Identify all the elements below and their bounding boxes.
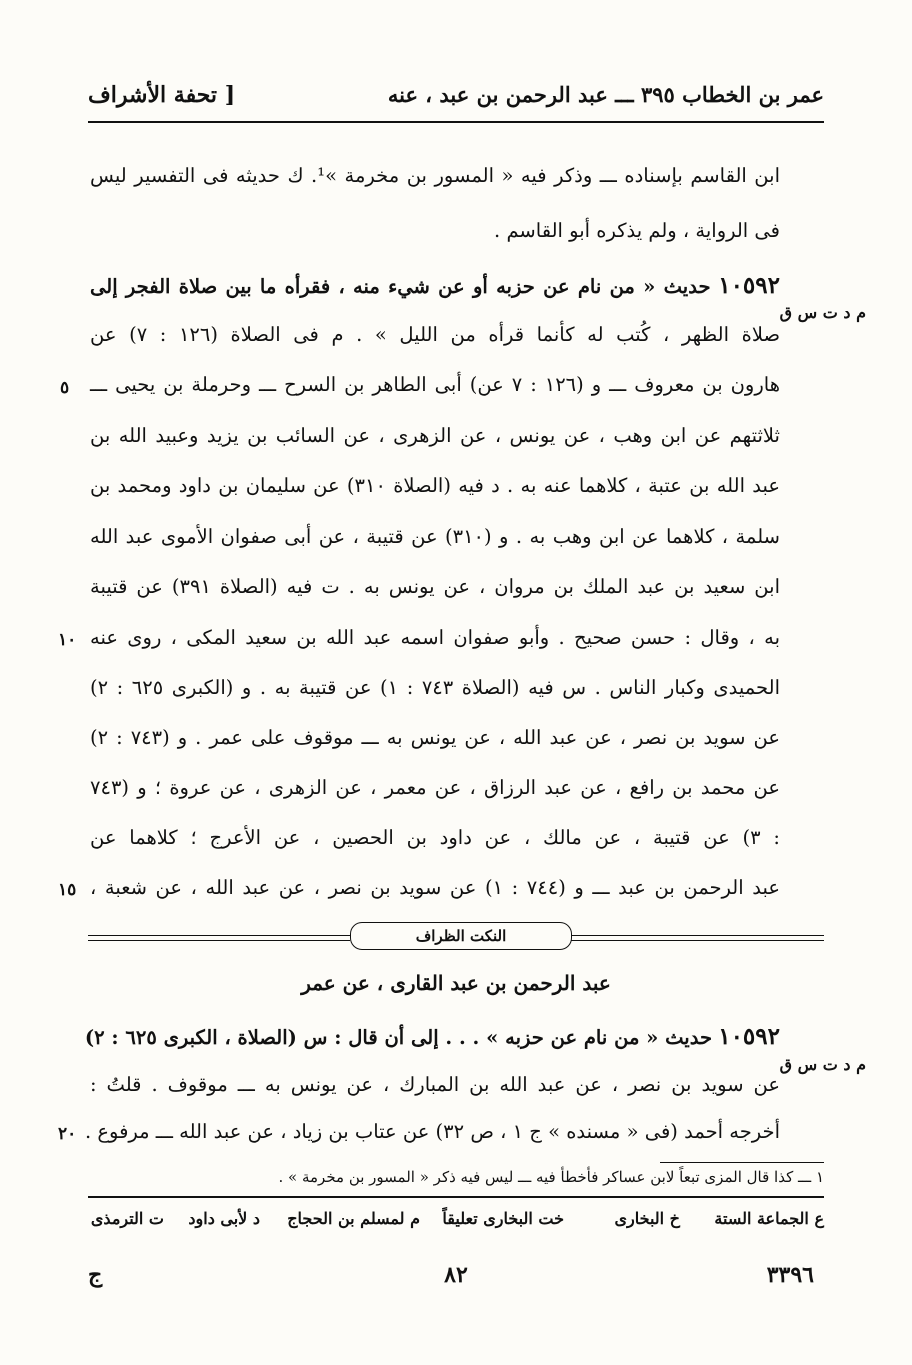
hadith-text-2-first-line: حديث « من نام عن حزبه » . . . إلى أن قال : س (الصلاة ، الكبرى ٦٢٥ : ٢) [84,1026,713,1049]
intro-line-2: فى الرواية ، ولم يذكره أبو القاسم . [494,219,780,242]
entry-1-sigla: م د ت س ق [779,303,866,322]
section-subheading: عبد الرحمن بن عبد القارى ، عن عمر [301,971,611,995]
entry-2-line-2: عن سويد بن نصر ، عن عبد الله بن المبارك ، عن يونس به ـــ موقوف . قلتُ : [90,1073,780,1096]
legend-item-bukhari-taliq: خت البخارى تعليقاً [442,1209,564,1228]
footer-sequence-number: ٣٣٩٦ [766,1262,814,1288]
entry-1-line-3: هارون بن معروف ـــ و (١٢٦ : ٧ عن) أبى الطاهر بن السرح ـــ وحرملة بن يحيى ـــ [90,373,780,396]
entry-2-line-1 [84,1023,780,1050]
entry-1-line-7: ابن سعيد بن عبد الملك بن مروان ، عن يونس به . ت فيه (الصلاة ٣٩١) عن قتيبة [90,575,780,598]
entry-1-line-2: صلاة الظهر ، كُتب له كأنما قرأه من الليل » . م فى الصلاة (١٢٦ : ٧) عن [90,323,781,346]
entry-1-line-11: عن محمد بن رافع ، عن عبد الرزاق ، عن معمر ، عن الزهرى ، عن عروة ؛ و (٧٤٣ [90,776,780,799]
legend-item-tirmidhi: ت الترمذى [90,1209,164,1228]
line-number-10: ١٠ [58,630,77,650]
header-divider [88,121,824,123]
legend-item-muslim: م لمسلم بن الحجاج [287,1209,420,1228]
entry-1-line-6: سلمة ، كلاهما عن ابن وهب به . و (٣١٠) عن قتيبة ، عن أبى صفوان الأموى عبد الله [90,525,780,548]
entry-1-line-5: عبد الله بن عتبة ، كلاهما عنه به . د فيه (الصلاة ٣١٠) عن سليمان بن داود ومحمد بن [90,474,780,497]
section-banner: النكت الظراف [350,922,572,950]
line-number-5: ٥ [60,378,70,398]
entry-1-line-1 [90,272,780,299]
legend-item-abu-dawud: د لأبى داود [188,1209,260,1228]
banner-rule-right [570,935,824,941]
footer-volume-mark: ج [88,1262,103,1288]
running-header-title: عمر بن الخطاب ٣٩٥ ـــ عبد الرحمن بن عبد ، عنه [387,82,824,107]
entry-1-line-9: الحميدى وكبار الناس . س فيه (الصلاة ٧٤٣ : ١) عن قتيبة به . و (الكبرى ٦٢٥ : ٢) [90,676,781,699]
entry-2-sigla: م د ت س ق [779,1055,866,1074]
line-number-20: ٢٠ [58,1124,77,1144]
entry-1-line-8: به ، وقال : حسن صحيح . وأبو صفوان اسمه عبد الله بن سعيد المكى ، روى عنه [90,626,780,649]
entry-1-line-13: عبد الرحمن بن عبد ـــ و (٧٤٤ : ١) عن سويد بن نصر ، عن عبد الله ، عن شعبة ، [90,876,780,899]
entry-2-line-3: أخرجه أحمد (فى « مسنده » ج ١ ، ص ٣٢) عن عتاب بن زياد ، عن عبد الله ـــ مرفوع . [84,1120,780,1143]
legend-item-bukhari: خ البخارى [614,1209,680,1228]
intro-line-1: ابن القاسم بإسناده ـــ وذكر فيه « المسور بن مخرمة »¹. ك حديثه فى التفسير ليس [90,164,780,187]
legend-item-jamaa: ع الجماعة الستة [714,1209,824,1228]
footnote: ١ ـــ كذا قال المزى تبعاً لابن عساكر فأخطأ فيه ـــ ليس فيه ذكر « المسور بن مخرمة » . [278,1168,824,1186]
entry-1-line-12: : ٣) عن قتيبة ، عن مالك ، عن داود بن الحصين ، عن الأعرج ؛ كلاهما عن [90,826,780,849]
running-header-book: [ تحفة الأشراف [88,82,236,108]
entry-1-line-10: عن سويد بن نصر ، عن عبد الله ، عن يونس به ـــ موقوف على عمر . و (٧٤٣ : ٢) [90,726,780,749]
entry-1-line-4: ثلاثتهم عن ابن وهب ، عن يونس ، عن الزهرى ، عن السائب بن يزيد وعبيد الله بن [90,424,780,447]
hadith-text-first-line: حديث « من نام عن حزبه أو عن شيء منه ، فقرأه ما بين صلاة الفجر إلى [90,275,711,298]
hadith-number-2: ١٠٥٩٢ [718,1023,780,1050]
banner-rule-left [88,935,350,941]
hadith-number: ١٠٥٩٢ [718,272,780,299]
footnote-rule [660,1162,824,1163]
line-number-15: ١٥ [58,880,77,900]
page-number: ٨٢ [444,1262,468,1288]
legend-rule [88,1196,824,1198]
